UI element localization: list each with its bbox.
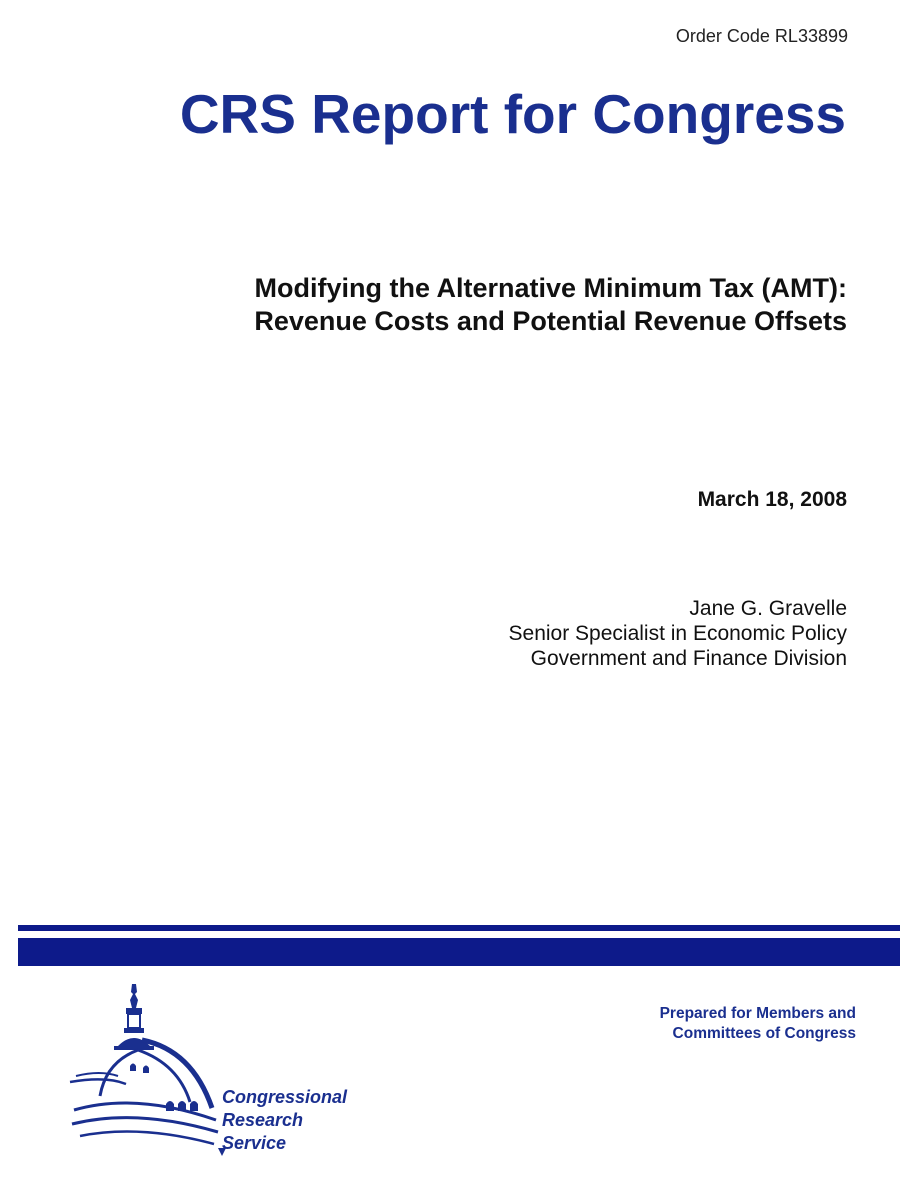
- logo-line-1: Congressional: [222, 1087, 348, 1107]
- report-title-line-1: Modifying the Alternative Minimum Tax (AMT):: [254, 273, 847, 303]
- divider-thick: [18, 938, 900, 966]
- crs-logo-text: [222, 1086, 347, 1155]
- logo-line-2: Research: [222, 1110, 304, 1130]
- report-date: March 18, 2008: [697, 488, 847, 511]
- author-division: Government and Finance Division: [530, 647, 847, 670]
- order-code: Order Code RL33899: [675, 26, 848, 46]
- capitol-dome-icon: [66, 980, 226, 1160]
- author-position: Senior Specialist in Economic Policy: [508, 622, 847, 645]
- divider-thin: [18, 925, 900, 931]
- report-title: [254, 272, 847, 338]
- author-block: [509, 596, 847, 671]
- masthead-title: CRS Report for Congress: [179, 83, 846, 145]
- logo-line-3: Service: [222, 1133, 287, 1153]
- report-title-line-2: Revenue Costs and Potential Revenue Offsets: [254, 306, 847, 336]
- prepared-line-1: Prepared for Members and: [659, 1005, 856, 1022]
- prepared-for: [660, 1004, 856, 1044]
- author-name: Jane G. Gravelle: [689, 597, 847, 620]
- prepared-line-2: Committees of Congress: [672, 1025, 856, 1042]
